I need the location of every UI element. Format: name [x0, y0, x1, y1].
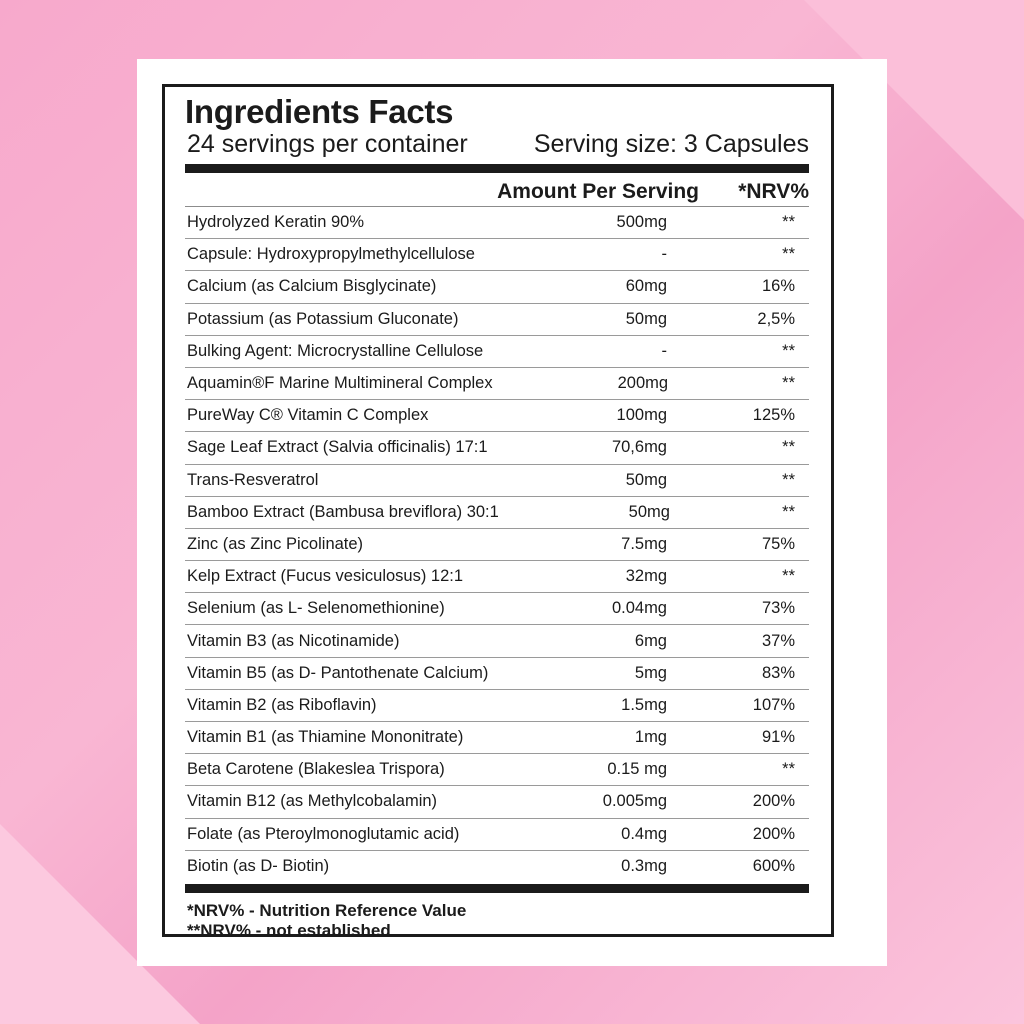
ingredient-amount: 6mg	[634, 631, 667, 650]
ingredient-name: Vitamin B1 (as Thiamine Mononitrate)	[187, 728, 464, 747]
thick-divider-bottom	[185, 884, 809, 893]
ingredient-name: Vitamin B3 (as Nicotinamide)	[187, 631, 400, 650]
ingredient-amount: 100mg	[616, 406, 667, 425]
column-header	[185, 173, 809, 207]
label-card	[137, 59, 887, 966]
ingredient-nrv: 73%	[761, 599, 795, 618]
ingredient-amount: 500mg	[616, 213, 667, 232]
ingredient-name: Hydrolyzed Keratin 90%	[187, 213, 365, 232]
ingredient-nrv: **	[782, 502, 795, 521]
ingredient-nrv: 16%	[761, 277, 795, 296]
ingredient-nrv: 125%	[752, 406, 795, 425]
ingredient-name: Bulking Agent: Microcrystalline Cellulose	[187, 341, 484, 360]
ingredient-name: Beta Carotene (Blakeslea Trispora)	[187, 760, 445, 779]
table-row	[185, 786, 809, 818]
thick-divider-top	[185, 164, 809, 173]
ingredient-nrv: **	[782, 341, 795, 360]
table-row	[185, 561, 809, 593]
table-row	[185, 304, 809, 336]
ingredient-nrv: 75%	[761, 534, 795, 553]
ingredient-name: Biotin (as D- Biotin)	[187, 857, 330, 876]
table-row	[185, 271, 809, 303]
ingredient-name: Folate (as Pteroylmonoglutamic acid)	[187, 824, 460, 843]
ingredient-name: Vitamin B2 (as Riboflavin)	[187, 695, 377, 714]
table-row	[185, 432, 809, 464]
ingredient-amount: -	[661, 245, 667, 264]
ingredient-amount: -	[661, 341, 667, 360]
table-row	[185, 400, 809, 432]
servings-per-container: 24 servings per container	[187, 130, 468, 158]
ingredient-nrv: **	[782, 567, 795, 586]
label-title: Ingredients Facts	[185, 93, 454, 130]
ingredient-amount: 50mg	[628, 502, 670, 521]
table-row	[185, 658, 809, 690]
ingredient-amount: 1mg	[634, 728, 667, 747]
table-row	[185, 690, 809, 722]
ingredient-nrv: **	[782, 760, 795, 779]
table-row	[185, 368, 809, 400]
table-row	[185, 497, 809, 529]
ingredient-name: Sage Leaf Extract (Salvia officinalis) 17:1	[187, 438, 488, 457]
ingredient-amount: 50mg	[625, 309, 667, 328]
ingredient-name: Vitamin B5 (as D- Pantothenate Calcium)	[187, 663, 489, 682]
ingredient-nrv: 200%	[752, 792, 795, 811]
serving-info	[185, 130, 809, 158]
ingredient-nrv: 200%	[752, 824, 795, 843]
footnote-nrv: *NRV% - Nutrition Reference Value	[187, 900, 467, 920]
ingredient-amount: 5mg	[634, 663, 667, 682]
ingredient-nrv: **	[782, 213, 795, 232]
table-row	[185, 207, 809, 239]
ingredient-nrv: **	[782, 470, 795, 489]
ingredient-name: Kelp Extract (Fucus vesiculosus) 12:1	[187, 567, 464, 586]
ingredient-name: Trans-Resveratrol	[187, 470, 319, 489]
ingredient-amount: 70,6mg	[611, 438, 667, 457]
ingredient-nrv: **	[782, 438, 795, 457]
ingredient-nrv: **	[782, 245, 795, 264]
ingredient-nrv: 91%	[761, 728, 795, 747]
ingredient-amount: 60mg	[625, 277, 667, 296]
ingredient-nrv: **	[782, 374, 795, 393]
ingredient-nrv: 600%	[752, 857, 795, 876]
ingredient-name: Potassium (as Potassium Gluconate)	[187, 309, 459, 328]
table-row	[185, 819, 809, 851]
column-header-amount: Amount Per Serving	[497, 180, 699, 203]
table-row	[185, 625, 809, 657]
ingredient-nrv: 107%	[752, 695, 795, 714]
footnote-not-established: **NRV% - not established	[187, 920, 391, 940]
ingredient-amount: 0.4mg	[621, 824, 667, 843]
ingredient-name: Vitamin B12 (as Methylcobalamin)	[187, 792, 438, 811]
table-row	[185, 465, 809, 497]
column-header-nrv: *NRV%	[738, 180, 809, 203]
ingredient-amount: 200mg	[617, 374, 669, 393]
ingredient-name: Selenium (as L- Selenomethionine)	[187, 599, 445, 618]
ingredient-name: PureWay C® Vitamin C Complex	[187, 406, 429, 425]
ingredient-nrv: 83%	[761, 663, 795, 682]
table-row	[185, 754, 809, 786]
ingredient-amount: 0.04mg	[611, 599, 667, 618]
table-row	[185, 851, 809, 883]
ingredient-nrv: 37%	[761, 631, 795, 650]
ingredient-amount: 50mg	[625, 470, 667, 489]
ingredient-name: Aquamin®F Marine Multimineral Complex	[187, 374, 493, 393]
ingredient-amount: 0.15 mg	[607, 760, 667, 779]
ingredient-name: Bamboo Extract (Bambusa breviflora) 30:1	[187, 502, 499, 521]
table-row	[185, 239, 809, 271]
table-row	[185, 336, 809, 368]
ingredient-amount: 1.5mg	[621, 695, 667, 714]
ingredient-amount: 0.005mg	[602, 792, 667, 811]
table-row	[185, 593, 809, 625]
ingredient-amount: 7.5mg	[621, 534, 667, 553]
footnotes	[185, 901, 809, 941]
ingredient-nrv: 2,5%	[757, 309, 795, 328]
table-row	[185, 529, 809, 561]
ingredient-name: Calcium (as Calcium Bisglycinate)	[187, 277, 437, 296]
ingredient-name: Zinc (as Zinc Picolinate)	[187, 534, 364, 553]
ingredients-panel	[162, 84, 834, 940]
ingredient-name: Capsule: Hydroxypropylmethylcellulose	[187, 245, 475, 264]
ingredient-amount: 0.3mg	[621, 857, 667, 876]
table-row	[185, 722, 809, 754]
ingredients-table	[185, 207, 809, 883]
serving-size: Serving size: 3 Capsules	[533, 130, 809, 158]
ingredient-amount: 32mg	[625, 567, 667, 586]
